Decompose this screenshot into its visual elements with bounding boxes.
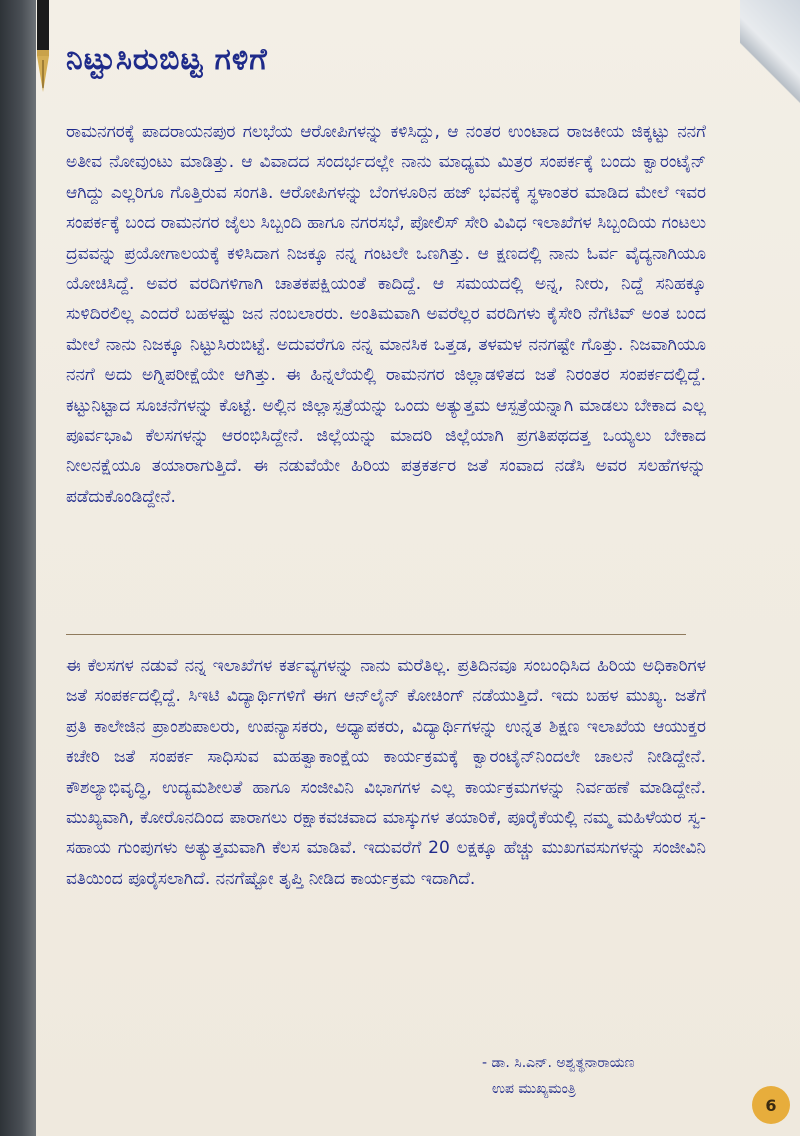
article-paragraph: ಈ ಕೆಲಸಗಳ ನಡುವೆ ನನ್ನ ಇಲಾಖೆಗಳ ಕರ್ತವ್ಯಗಳನ್ನು ನಾನು ಮರೆತಿಲ್ಲ. ಪ್ರತಿದಿನವೂ ಸಂಬಂಧಿಸಿದ ಹಿರಿಯ ಅಧಿಕಾರಿಗಳ ಜತೆ ಸಂಪರ್ಕದಲ್ಲಿದ್ದೆ. ಸಿಇಟಿ ವಿದ್ಯಾರ್ಥಿಗಳಿಗೆ ಈಗ ಆನ್‌ಲೈನ್ ಕೋಚಿಂಗ್ ನಡೆಯುತ್ತಿದೆ. ಇದು ಬಹಳ ಮುಖ್ಯ. ಜತೆಗೆ ಪ್ರತಿ ಕಾಲೇಜಿನ ಪ್ರಾಂಶುಪಾಲರು, ಉಪನ್ಯಾಸಕರು, ಅಧ್ಯಾಪಕರು, ವಿದ್ಯಾರ್ಥಿಗಳನ್ನು ಉನ್ನತ ಶಿಕ್ಷಣ ಇಲಾಖೆಯ ಆಯುಕ್ತರ ಕಚೇರಿ ಜತೆ ಸಂಪರ್ಕ ಸಾಧಿಸುವ ಮಹತ್ವಾಕಾಂಕ್ಷೆಯ ಕಾರ್ಯಕ್ರಮಕ್ಕೆ ಕ್ವಾರಂಟೈನ್‌ನಿಂದಲೇ ಚಾಲನೆ ನೀಡಿದ್ದೇನೆ. ಕೌಶಲ್ಯಾಭಿವೃದ್ಧಿ, ಉದ್ಯಮಶೀಲತೆ ಹಾಗೂ ಸಂಜೀವಿನಿ ವಿಭಾಗಗಳ ಎಲ್ಲ ಕಾರ್ಯಕ್ರಮಗಳನ್ನು ನಿರ್ವಹಣೆ ಮಾಡಿದ್ದೇನೆ. ಮುಖ್ಯವಾಗಿ, ಕೋರೊನದಿಂದ ಪಾರಾಗಲು ರಕ್ಷಾಕವಚವಾದ ಮಾಸ್ಕುಗಳ ತಯಾರಿಕೆ, ಪೂರೈಕೆಯಲ್ಲಿ ನಮ್ಮ ಮಹಿಳೆಯರ ಸ್ವ-ಸಹಾಯ ಗುಂಪುಗಳು ಅತ್ಯುತ್ತಮವಾಗಿ ಕೆಲಸ ಮಾಡಿವೆ. ಇದುವರೆಗೆ 20 ಲಕ್ಷಕ್ಕೂ ಹೆಚ್ಚು ಮುಖಗವಸುಗಳನ್ನು ಸಂಜೀವಿನಿ ವತಿಯಿಂದ ಪೂರೈಸಲಾಗಿದೆ. ನನಗೆಷ್ಟೋ ತೃಪ್ತಿ ನೀಡಿದ ಕಾರ್ಯಕ್ರಮ ಇದಾಗಿದೆ.	[66, 656, 706, 889]
page-number-badge: 6	[752, 1086, 790, 1124]
fountain-pen-icon	[28, 0, 58, 95]
section-divider	[66, 634, 686, 635]
left-binding-strip	[0, 0, 36, 1136]
article-paragraph: ರಾಮನಗರಕ್ಕೆ ಪಾದರಾಯನಪುರ ಗಲಭೆಯ ಆರೋಪಿಗಳನ್ನು ಕಳಿಸಿದ್ದು, ಆ ನಂತರ ಉಂಟಾದ ರಾಜಕೀಯ ಜಿಕ್ಕಟ್ಟು ನನಗೆ ಅತೀವ ನೋವುಂಟು ಮಾಡಿತ್ತು. ಆ ವಿವಾದದ ಸಂದರ್ಭದಲ್ಲೇ ನಾನು ಮಾಧ್ಯಮ ಮಿತ್ರರ ಸಂಪರ್ಕಕ್ಕೆ ಬಂದು ಕ್ವಾರಂಟೈನ್ ಆಗಿದ್ದು ಎಲ್ಲರಿಗೂ ಗೊತ್ತಿರುವ ಸಂಗತಿ. ಆರೋಪಿಗಳನ್ನು ಬೆಂಗಳೂರಿನ ಹಜ್ ಭವನಕ್ಕೆ ಸ್ಥಳಾಂತರ ಮಾಡಿದ ಮೇಲೆ ಇವರ ಸಂಪರ್ಕಕ್ಕೆ ಬಂದ ರಾಮನಗರ ಜೈಲು ಸಿಬ್ಬಂದಿ ಹಾಗೂ ನಗರಸಭೆ, ಪೋಲಿಸ್ ಸೇರಿ ವಿವಿಧ ಇಲಾಖೆಗಳ ಸಿಬ್ಬಂದಿಯ ಗಂಟಲು ದ್ರವವನ್ನು ಪ್ರಯೋಗಾಲಯಕ್ಕೆ ಕಳಿಸಿದಾಗ ನಿಜಕ್ಕೂ ನನ್ನ ಗಂಟಲೇ ಒಣಗಿತ್ತು. ಆ ಕ್ಷಣದಲ್ಲಿ ನಾನು ಓರ್ವ ವೈದ್ಯನಾಗಿಯೂ ಯೋಚಿಸಿದ್ದೆ. ಅವರ ವರದಿಗಳಿಗಾಗಿ ಚಾತಕಪಕ್ಷಿಯಂತೆ ಕಾದಿದ್ದೆ. ಆ ಸಮಯದಲ್ಲಿ ಅನ್ನ, ನೀರು, ನಿದ್ದೆ ಸನಿಹಕ್ಕೂ ಸುಳಿದಿರಲಿಲ್ಲ ಎಂದರೆ ಬಹಳಷ್ಟು ಜನ ನಂಬಲಾರರು. ಅಂತಿಮವಾಗಿ ಅವರೆಲ್ಲರ ವರದಿಗಳು ಕೈಸೇರಿ ನೆಗೆಟಿವ್ ಅಂತ ಬಂದ ಮೇಲೆ ನಾನು ನಿಜಕ್ಕೂ ನಿಟ್ಟುಸಿರುಬಿಟ್ಟೆ. ಅದುವರೆಗೂ ನನ್ನ ಮಾನಸಿಕ ಒತ್ತಡ, ತಳಮಳ ನನಗಷ್ಟೇ ಗೊತ್ತು. ನಿಜವಾಗಿಯೂ ನನಗೆ ಅದು ಅಗ್ನಿಪರೀಕ್ಷೆಯೇ ಆಗಿತ್ತು. ಈ ಹಿನ್ನಲೆಯಲ್ಲಿ ರಾಮನಗರ ಜಿಲ್ಲಾಡಳಿತದ ಜತೆ ನಿರಂತರ ಸಂಪರ್ಕದಲ್ಲಿದ್ದೆ. ಕಟ್ಟುನಿಟ್ಟಾದ ಸೂಚನೆಗಳನ್ನು ಕೊಟ್ಟೆ. ಅಲ್ಲಿನ ಜಿಲ್ಲಾಸ್ಪತ್ರೆಯನ್ನು ಒಂದು ಅತ್ಯುತ್ತಮ ಆಸ್ಪತ್ರೆಯನ್ನಾಗಿ ಮಾಡಲು ಬೇಕಾದ ಎಲ್ಲ ಪೂರ್ವಭಾವಿ ಕೆಲಸಗಳನ್ನು ಆರಂಭಿಸಿದ್ದೇನೆ. ಜಿಲ್ಲೆಯನ್ನು ಮಾದರಿ ಜಿಲ್ಲೆಯಾಗಿ ಪ್ರಗತಿಪಥದತ್ತ ಒಯ್ಯಲು ಬೇಕಾದ ನೀಲನಕ್ಷೆಯೂ ತಯಾರಾಗುತ್ತಿದೆ. ಈ ನಡುವೆಯೇ ಹಿರಿಯ ಪತ್ರಕರ್ತರ ಜತೆ ಸಂವಾದ ನಡೆಸಿ ಅವರ ಸಲಹೆಗಳನ್ನು ಪಡೆದುಕೊಂಡಿದ್ದೇನೆ.	[66, 122, 706, 507]
page-title: ನಿಟ್ಟುಸಿರುಬಿಟ್ಟ ಗಳಿಗೆ	[66, 42, 268, 77]
author-signature	[482, 1050, 635, 1102]
author-name: - ಡಾ. ಸಿ.ಎನ್. ಅಶ್ವತ್ಥನಾರಾಯಣ	[482, 1055, 635, 1071]
author-designation: ಉಪ ಮುಖ್ಯಮಂತ್ರಿ	[492, 1081, 576, 1097]
page-corner-curl	[740, 0, 800, 110]
